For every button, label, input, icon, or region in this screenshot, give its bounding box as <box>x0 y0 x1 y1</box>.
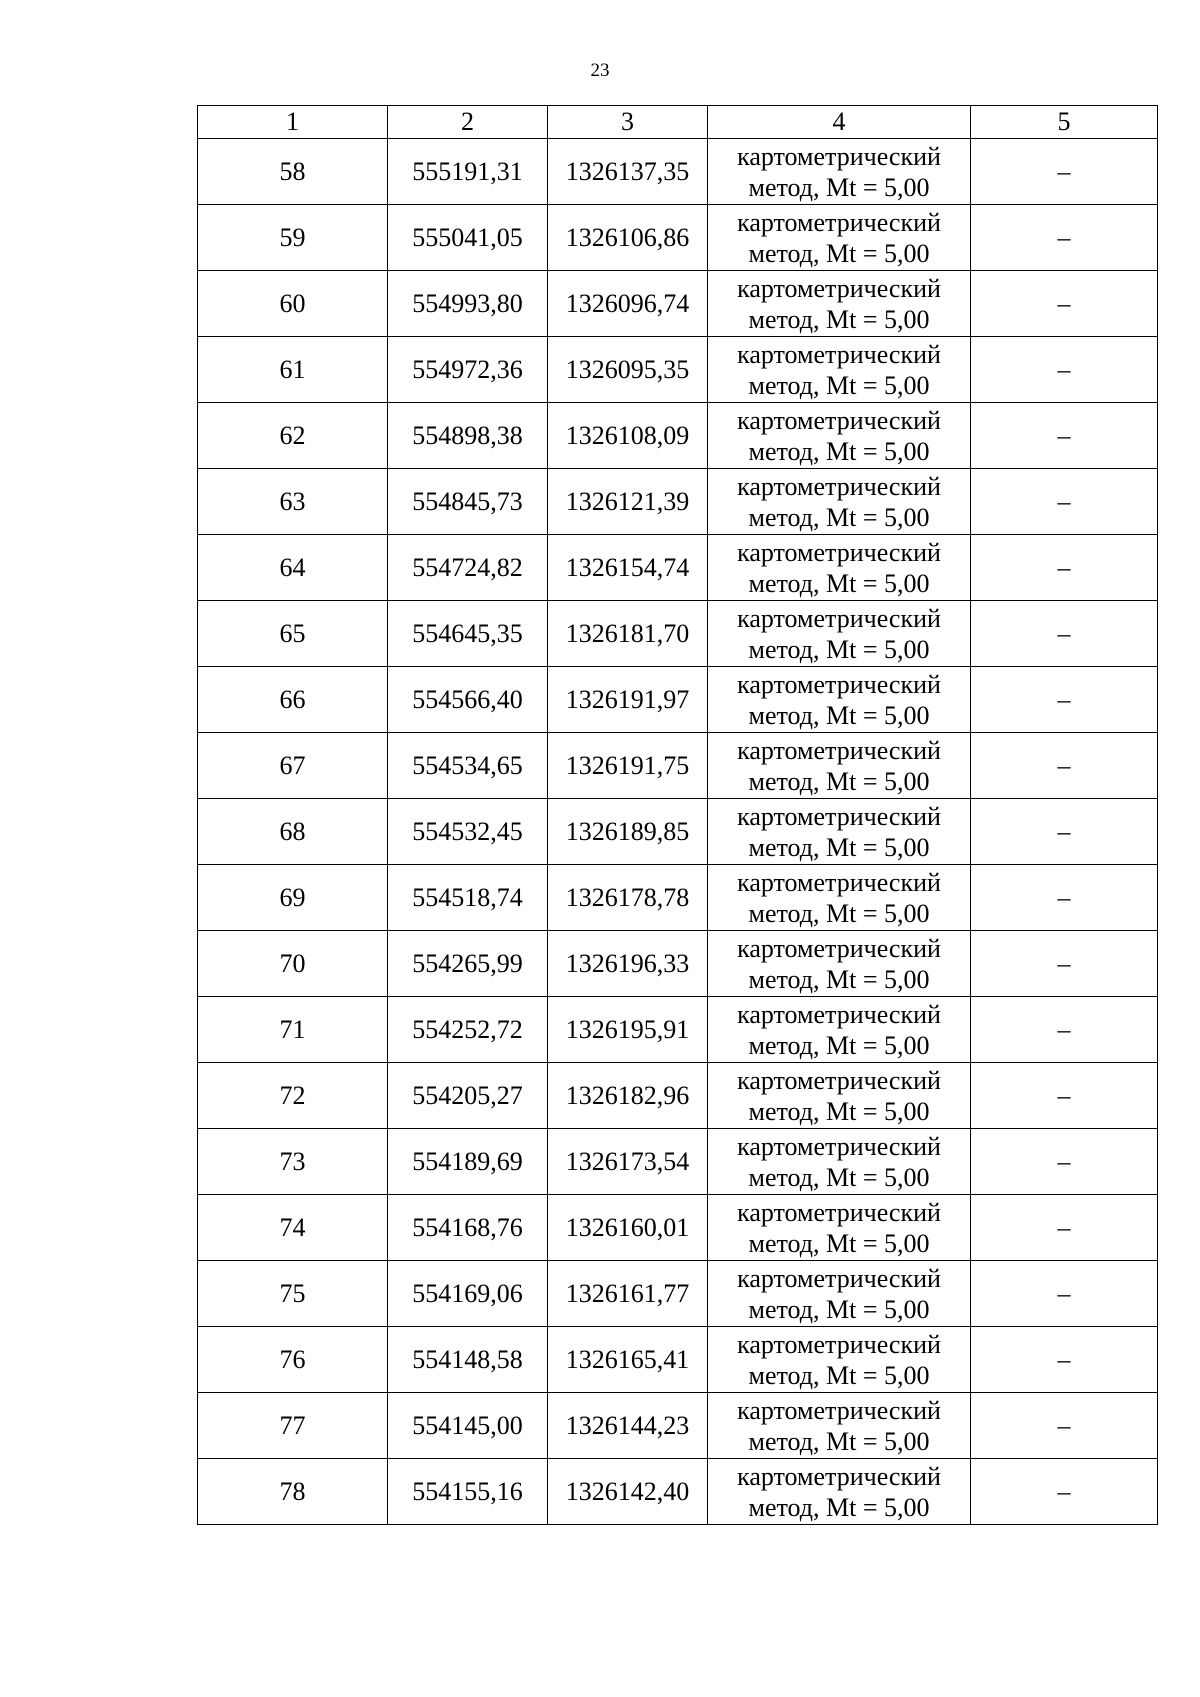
method-cell <box>708 1063 971 1129</box>
method-cell <box>708 337 971 403</box>
method-line-2: метод, Mt = 5,00 <box>748 1426 930 1456</box>
y-coordinate-cell: 1326121,39 <box>548 469 708 535</box>
method-line-1: картометрический <box>737 1065 941 1095</box>
method-line-1: картометрический <box>737 1395 941 1425</box>
method-line-1: картометрический <box>737 801 941 831</box>
point-number-cell: 74 <box>198 1195 388 1261</box>
note-cell: – <box>971 205 1158 271</box>
method-line-2: метод, Mt = 5,00 <box>748 766 930 796</box>
table-row <box>198 799 1158 865</box>
note-cell: – <box>971 799 1158 865</box>
method-line-2: метод, Mt = 5,00 <box>748 1030 930 1060</box>
point-number-cell: 60 <box>198 271 388 337</box>
method-cell <box>708 1261 971 1327</box>
point-number-cell: 59 <box>198 205 388 271</box>
point-number-cell: 70 <box>198 931 388 997</box>
note-cell: – <box>971 1129 1158 1195</box>
y-coordinate-cell: 1326196,33 <box>548 931 708 997</box>
table-row <box>198 733 1158 799</box>
method-line-1: картометрический <box>737 1461 941 1491</box>
method-cell <box>708 667 971 733</box>
method-line-2: метод, Mt = 5,00 <box>748 1096 930 1126</box>
coordinates-table <box>197 105 1158 1525</box>
header-col-2: 2 <box>388 106 548 139</box>
method-cell <box>708 1129 971 1195</box>
y-coordinate-cell: 1326108,09 <box>548 403 708 469</box>
table-row <box>198 931 1158 997</box>
method-cell <box>708 601 971 667</box>
point-number-cell: 72 <box>198 1063 388 1129</box>
y-coordinate-cell: 1326173,54 <box>548 1129 708 1195</box>
note-cell: – <box>971 403 1158 469</box>
method-cell <box>708 205 971 271</box>
note-cell: – <box>971 1327 1158 1393</box>
table-row <box>198 337 1158 403</box>
point-number-cell: 63 <box>198 469 388 535</box>
x-coordinate-cell: 554532,45 <box>388 799 548 865</box>
y-coordinate-cell: 1326154,74 <box>548 535 708 601</box>
note-cell: – <box>971 733 1158 799</box>
y-coordinate-cell: 1326160,01 <box>548 1195 708 1261</box>
method-line-1: картометрический <box>737 273 941 303</box>
y-coordinate-cell: 1326144,23 <box>548 1393 708 1459</box>
point-number-cell: 73 <box>198 1129 388 1195</box>
header-col-5: 5 <box>971 106 1158 139</box>
method-line-1: картометрический <box>737 471 941 501</box>
method-cell <box>708 1195 971 1261</box>
method-line-1: картометрический <box>737 1197 941 1227</box>
method-line-1: картометрический <box>737 537 941 567</box>
method-cell <box>708 865 971 931</box>
header-row <box>198 106 1158 139</box>
table-row <box>198 1195 1158 1261</box>
method-line-2: метод, Mt = 5,00 <box>748 172 930 202</box>
method-line-1: картометрический <box>737 1263 941 1293</box>
method-cell <box>708 931 971 997</box>
y-coordinate-cell: 1326142,40 <box>548 1459 708 1525</box>
note-cell: – <box>971 1459 1158 1525</box>
method-cell <box>708 1327 971 1393</box>
x-coordinate-cell: 555191,31 <box>388 139 548 205</box>
method-line-2: метод, Mt = 5,00 <box>748 1492 930 1522</box>
method-line-2: метод, Mt = 5,00 <box>748 1360 930 1390</box>
method-line-2: метод, Mt = 5,00 <box>748 568 930 598</box>
header-col-4: 4 <box>708 106 971 139</box>
method-cell <box>708 403 971 469</box>
y-coordinate-cell: 1326095,35 <box>548 337 708 403</box>
table-header <box>198 106 1158 139</box>
table-row <box>198 205 1158 271</box>
point-number-cell: 61 <box>198 337 388 403</box>
method-line-2: метод, Mt = 5,00 <box>748 1162 930 1192</box>
x-coordinate-cell: 554645,35 <box>388 601 548 667</box>
note-cell: – <box>971 1195 1158 1261</box>
method-cell <box>708 535 971 601</box>
table-row <box>198 997 1158 1063</box>
y-coordinate-cell: 1326191,97 <box>548 667 708 733</box>
point-number-cell: 64 <box>198 535 388 601</box>
table-row <box>198 403 1158 469</box>
page-number: 23 <box>590 60 610 81</box>
note-cell: – <box>971 271 1158 337</box>
note-cell: – <box>971 535 1158 601</box>
method-line-1: картометрический <box>737 933 941 963</box>
x-coordinate-cell: 554993,80 <box>388 271 548 337</box>
table-row <box>198 601 1158 667</box>
method-line-1: картометрический <box>737 999 941 1029</box>
x-coordinate-cell: 554724,82 <box>388 535 548 601</box>
point-number-cell: 68 <box>198 799 388 865</box>
x-coordinate-cell: 554155,16 <box>388 1459 548 1525</box>
point-number-cell: 71 <box>198 997 388 1063</box>
table-row <box>198 1327 1158 1393</box>
x-coordinate-cell: 554518,74 <box>388 865 548 931</box>
method-line-2: метод, Mt = 5,00 <box>748 898 930 928</box>
method-line-2: метод, Mt = 5,00 <box>748 964 930 994</box>
method-line-1: картометрический <box>737 405 941 435</box>
x-coordinate-cell: 554252,72 <box>388 997 548 1063</box>
x-coordinate-cell: 554566,40 <box>388 667 548 733</box>
method-line-2: метод, Mt = 5,00 <box>748 436 930 466</box>
method-line-1: картометрический <box>737 603 941 633</box>
table-row <box>198 271 1158 337</box>
note-cell: – <box>971 1393 1158 1459</box>
table-row <box>198 1459 1158 1525</box>
x-coordinate-cell: 554148,58 <box>388 1327 548 1393</box>
x-coordinate-cell: 554169,06 <box>388 1261 548 1327</box>
table-row <box>198 865 1158 931</box>
method-line-1: картометрический <box>737 735 941 765</box>
y-coordinate-cell: 1326181,70 <box>548 601 708 667</box>
table-row <box>198 139 1158 205</box>
y-coordinate-cell: 1326178,78 <box>548 865 708 931</box>
x-coordinate-cell: 554189,69 <box>388 1129 548 1195</box>
table-row <box>198 535 1158 601</box>
note-cell: – <box>971 469 1158 535</box>
y-coordinate-cell: 1326106,86 <box>548 205 708 271</box>
x-coordinate-cell: 555041,05 <box>388 205 548 271</box>
method-cell <box>708 469 971 535</box>
point-number-cell: 69 <box>198 865 388 931</box>
method-line-1: картометрический <box>737 669 941 699</box>
table-row <box>198 1129 1158 1195</box>
point-number-cell: 65 <box>198 601 388 667</box>
x-coordinate-cell: 554168,76 <box>388 1195 548 1261</box>
table-row <box>198 1261 1158 1327</box>
table-row <box>198 667 1158 733</box>
point-number-cell: 58 <box>198 139 388 205</box>
table-row <box>198 469 1158 535</box>
y-coordinate-cell: 1326195,91 <box>548 997 708 1063</box>
y-coordinate-cell: 1326191,75 <box>548 733 708 799</box>
y-coordinate-cell: 1326096,74 <box>548 271 708 337</box>
table-row <box>198 1393 1158 1459</box>
method-line-2: метод, Mt = 5,00 <box>748 238 930 268</box>
method-line-2: метод, Mt = 5,00 <box>748 1228 930 1258</box>
method-line-1: картометрический <box>737 339 941 369</box>
method-line-1: картометрический <box>737 1131 941 1161</box>
x-coordinate-cell: 554265,99 <box>388 931 548 997</box>
header-col-3: 3 <box>548 106 708 139</box>
method-cell <box>708 1459 971 1525</box>
point-number-cell: 76 <box>198 1327 388 1393</box>
method-line-1: картометрический <box>737 141 941 171</box>
y-coordinate-cell: 1326161,77 <box>548 1261 708 1327</box>
point-number-cell: 75 <box>198 1261 388 1327</box>
point-number-cell: 78 <box>198 1459 388 1525</box>
point-number-cell: 67 <box>198 733 388 799</box>
method-cell <box>708 799 971 865</box>
table-body <box>198 139 1158 1525</box>
note-cell: – <box>971 1063 1158 1129</box>
method-line-1: картометрический <box>737 867 941 897</box>
x-coordinate-cell: 554972,36 <box>388 337 548 403</box>
header-col-1: 1 <box>198 106 388 139</box>
point-number-cell: 77 <box>198 1393 388 1459</box>
y-coordinate-cell: 1326182,96 <box>548 1063 708 1129</box>
method-line-2: метод, Mt = 5,00 <box>748 502 930 532</box>
method-line-2: метод, Mt = 5,00 <box>748 304 930 334</box>
method-cell <box>708 733 971 799</box>
y-coordinate-cell: 1326165,41 <box>548 1327 708 1393</box>
method-line-1: картометрический <box>737 207 941 237</box>
note-cell: – <box>971 139 1158 205</box>
point-number-cell: 62 <box>198 403 388 469</box>
method-line-2: метод, Mt = 5,00 <box>748 700 930 730</box>
note-cell: – <box>971 931 1158 997</box>
method-line-2: метод, Mt = 5,00 <box>748 634 930 664</box>
method-cell <box>708 997 971 1063</box>
y-coordinate-cell: 1326137,35 <box>548 139 708 205</box>
note-cell: – <box>971 865 1158 931</box>
method-cell <box>708 1393 971 1459</box>
note-cell: – <box>971 997 1158 1063</box>
x-coordinate-cell: 554534,65 <box>388 733 548 799</box>
method-line-1: картометрический <box>737 1329 941 1359</box>
method-line-2: метод, Mt = 5,00 <box>748 370 930 400</box>
point-number-cell: 66 <box>198 667 388 733</box>
method-cell <box>708 139 971 205</box>
x-coordinate-cell: 554205,27 <box>388 1063 548 1129</box>
method-cell <box>708 271 971 337</box>
x-coordinate-cell: 554845,73 <box>388 469 548 535</box>
method-line-2: метод, Mt = 5,00 <box>748 832 930 862</box>
note-cell: – <box>971 337 1158 403</box>
table-row <box>198 1063 1158 1129</box>
y-coordinate-cell: 1326189,85 <box>548 799 708 865</box>
note-cell: – <box>971 667 1158 733</box>
note-cell: – <box>971 601 1158 667</box>
note-cell: – <box>971 1261 1158 1327</box>
method-line-2: метод, Mt = 5,00 <box>748 1294 930 1324</box>
x-coordinate-cell: 554898,38 <box>388 403 548 469</box>
x-coordinate-cell: 554145,00 <box>388 1393 548 1459</box>
